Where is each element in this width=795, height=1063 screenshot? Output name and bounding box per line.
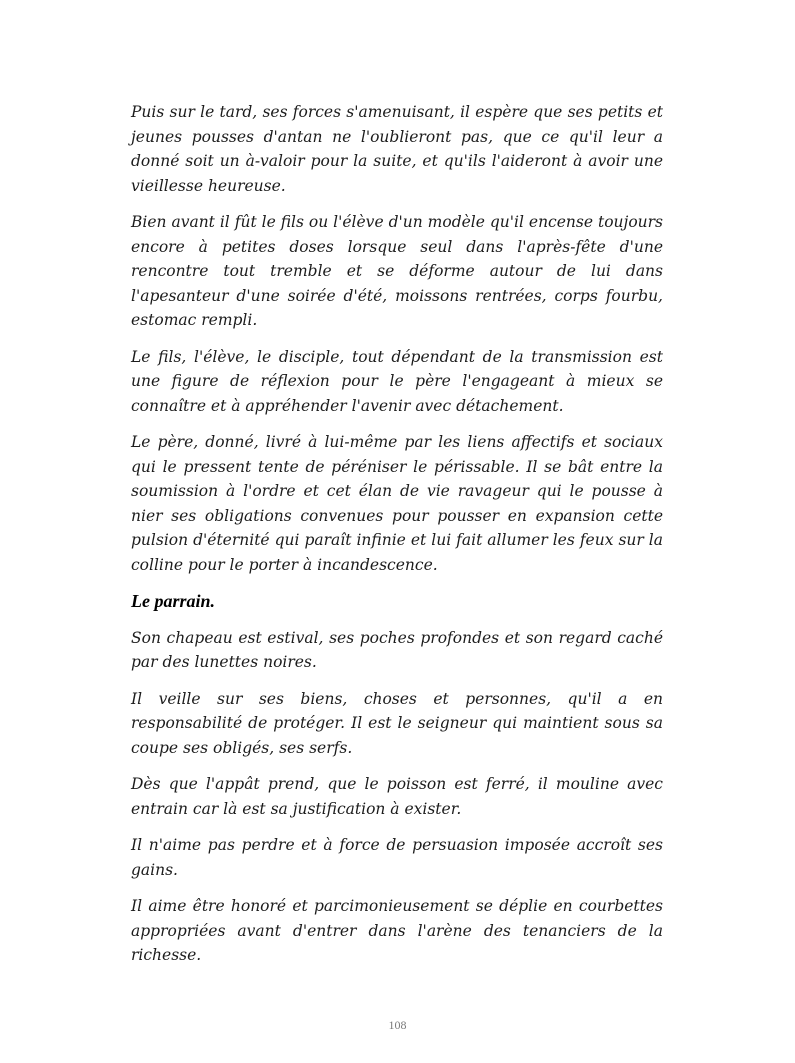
paragraph: Il aime être honoré et parcimonieusement se déplie en courbettes appropriées avant d'entrer dans l'arène des tenanciers de la richesse.: [131, 897, 663, 964]
section-heading: Le parrain.: [131, 591, 216, 611]
paragraph: Il veille sur ses biens, choses et personnes, qu'il a en responsabilité de protéger. Il est le seigneur qui maintient sous sa coupe ses obligés, ses serfs.: [131, 689, 663, 757]
paragraph: Le fils, l'élève, le disciple, tout dépendant de la transmission est une figure de réflexion pour le père l'engageant à mieux se connaître et à appréhender l'avenir avec détachement.: [131, 347, 663, 415]
paragraph: Dès que l'appât prend, que le poisson est ferré, il mouline avec entrain car là est sa justification à exister.: [131, 775, 663, 818]
page-number: 108: [388, 1018, 407, 1032]
paragraph: Son chapeau est estival, ses poches profondes et son regard caché par des lunettes noires.: [131, 628, 663, 671]
paragraph: Le père, donné, livré à lui-même par les liens affectifs et sociaux qui le pressent tente de péréniser le périssable. Il se bât entre la soumission à l'ordre et cet élan de vie ravageur qui le pousse à nier ses obligations convenues pour pousser en expansion cette pulsion d'éternité qui paraît infinie et lui fait allumer les feux sur la colline pour le porter à incandescence.: [131, 433, 663, 574]
paragraph: Bien avant il fût le fils ou l'élève d'un modèle qu'il encense toujours encore à petites doses lorsque seul dans l'après-fête d'une rencontre tout tremble et se déforme autour de lui dans l'apesanteur d'une soirée d'été, moissons rentrées, corps fourbu, estomac rempli.: [131, 213, 663, 329]
paragraph: Puis sur le tard, ses forces s'amenuisant, il espère que ses petits et jeunes pousses d'antan ne l'oublieront pas, que ce qu'il leur a donné soit un à-valoir pour la suite, et qu'ils l'aideront à avoir une vieillesse heureuse.: [131, 103, 663, 195]
paragraph: Il n'aime pas perdre et à force de persuasion imposée accroît ses gains.: [131, 836, 663, 879]
body-text: [131, 100, 663, 980]
